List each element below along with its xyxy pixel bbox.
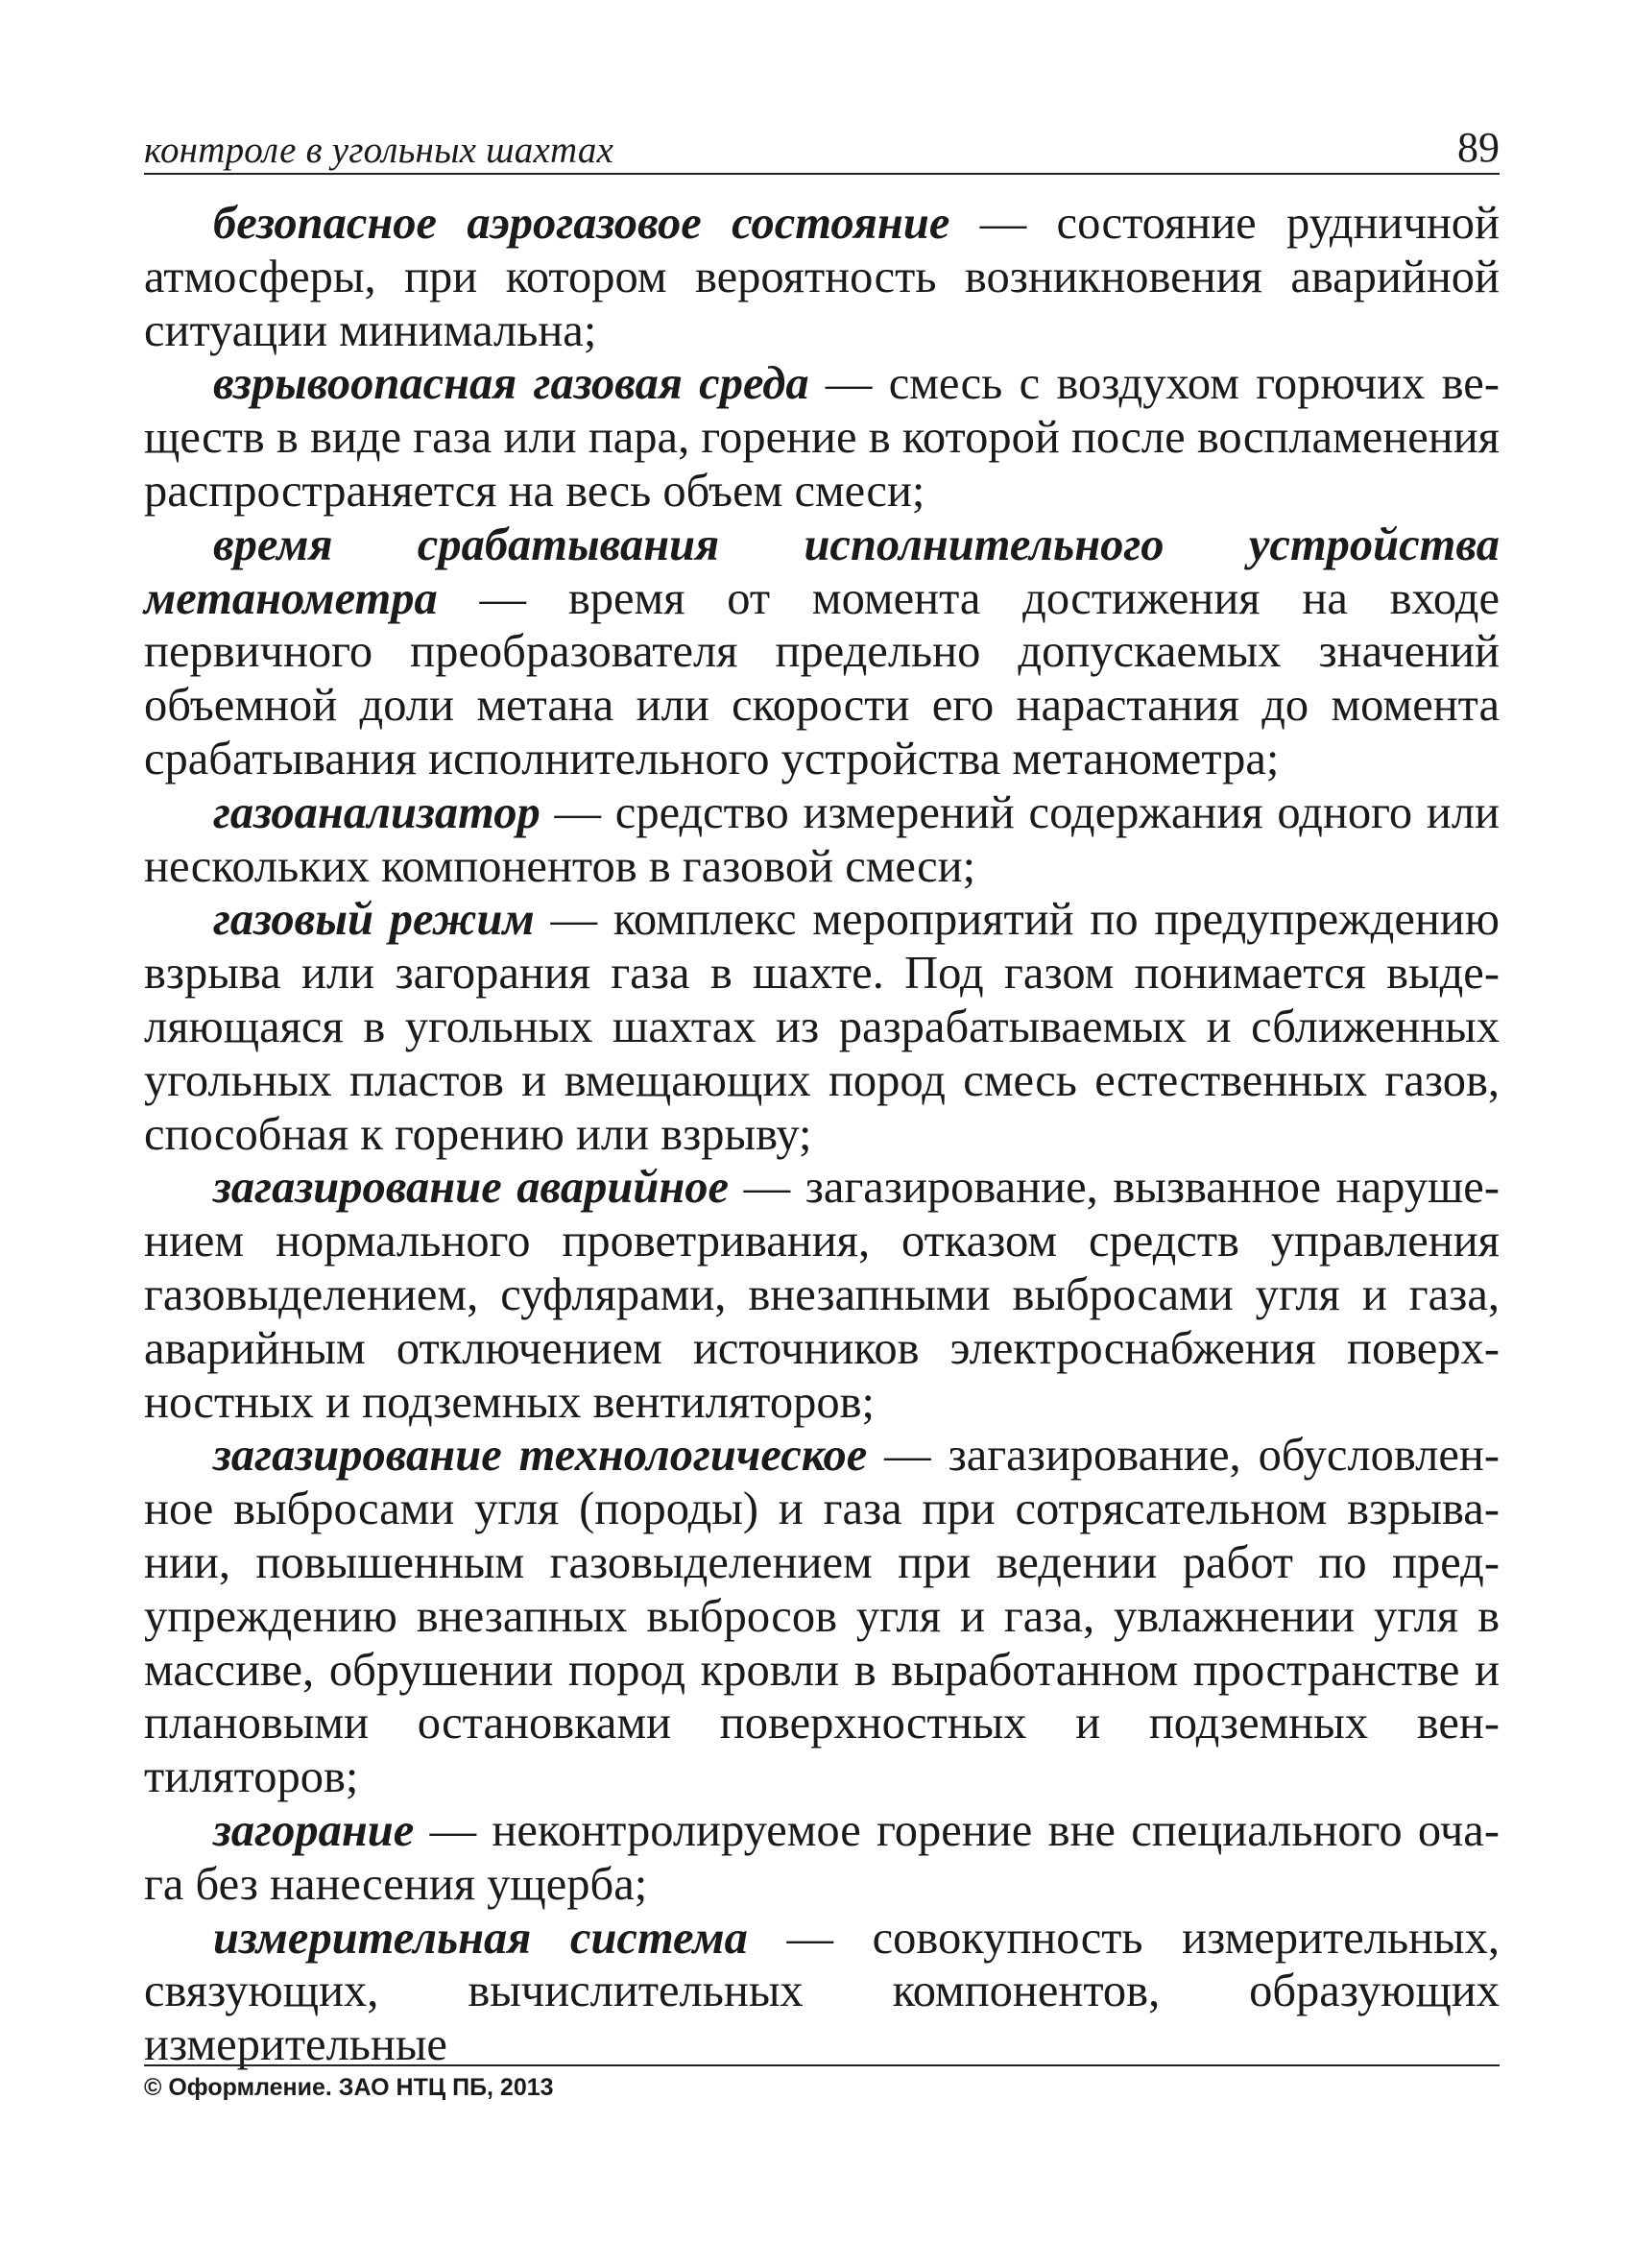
glossary-term: газовый режим bbox=[213, 894, 535, 946]
copyright-notice: © Оформление. ЗАО НТЦ ПБ, 2013 bbox=[144, 2074, 554, 2101]
page-footer bbox=[144, 2064, 1500, 2102]
glossary-definition: — неконтролируемое горение вне специального очага без нанесения ущерба; bbox=[144, 1804, 1500, 1910]
glossary-entry bbox=[144, 357, 1500, 518]
glossary-term: безопасное аэрогазовое состояние bbox=[213, 198, 950, 249]
glossary-entry bbox=[144, 893, 1500, 1161]
glossary-term: измерительная система bbox=[213, 1912, 748, 1964]
glossary-entry bbox=[144, 197, 1500, 357]
glossary-entry bbox=[144, 1429, 1500, 1804]
glossary-definition: — загазирование, вызванное нарушением нормального проветривания, отказом средств управления газовыделением, суфлярами, внезапными выбросами угля и газа, аварийным отключением источников электроснабжения поверхностных и подземных вентиляторов; bbox=[144, 1162, 1500, 1428]
glossary-entry bbox=[144, 519, 1500, 786]
glossary-term: взрывоопасная газовая среда bbox=[213, 358, 809, 410]
glossary-definition: — комплекс мероприятий по предупреждению взрыва или загорания газа в шахте. Под газом понимается выделяющаяся в угольных шахтах из разрабатываемых и сближенных угольных пластов и вмещающих пород смесь естественных газов, способная к горению или взрыву; bbox=[144, 894, 1500, 1160]
glossary-term: загазирование аварийное bbox=[213, 1162, 730, 1214]
glossary-definition: — загазирование, обусловленное выбросами угля (породы) и газа при сотрясательном взрывании, повышенным газовыделением при ведении работ по предупреждению внезапных выбросов угля и газа, увлажнении угля в массиве, обрушении пород кровли в выработанном пространстве и плановыми остановками поверхностных и подземных вентиляторов; bbox=[144, 1430, 1500, 1803]
running-title: контроле в угольных шахтах bbox=[144, 130, 614, 171]
glossary-entry bbox=[144, 1804, 1500, 1912]
glossary-definition: — состояние рудничной атмосферы, при котором вероятность возникновения аварийной ситуации минимальна; bbox=[144, 198, 1500, 356]
glossary-term: газоанализатор bbox=[213, 786, 540, 838]
running-header bbox=[144, 123, 1500, 175]
glossary-entry bbox=[144, 1912, 1500, 2072]
glossary-definition: — смесь с воздухом горючих веществ в виде газа или пара, горение в которой после воспламенения распространяется на весь объем смеси; bbox=[144, 358, 1500, 517]
glossary-definition: — время от момента достижения на входе первичного преобразователя предельно допускаемых значений объемной доли метана или скорости его нарастания до момента срабатывания исполнительного устройства метанометра; bbox=[144, 572, 1500, 784]
glossary-entry bbox=[144, 786, 1500, 894]
glossary-entry bbox=[144, 1161, 1500, 1429]
glossary-term: загорание bbox=[213, 1804, 415, 1856]
glossary-definition: — совокупность измерительных, связующих, вычислительных компонентов, образующих измерительные bbox=[144, 1912, 1500, 2071]
glossary-body bbox=[144, 197, 1500, 2072]
glossary-definition: — средство измерений содержания одного или нескольких компонентов в газовой смеси; bbox=[144, 786, 1500, 892]
glossary-term: загазирование технологическое bbox=[213, 1430, 868, 1482]
page-number: 89 bbox=[1457, 124, 1500, 171]
glossary-term: время срабатывания исполнительного устройства метанометра bbox=[144, 519, 1500, 624]
